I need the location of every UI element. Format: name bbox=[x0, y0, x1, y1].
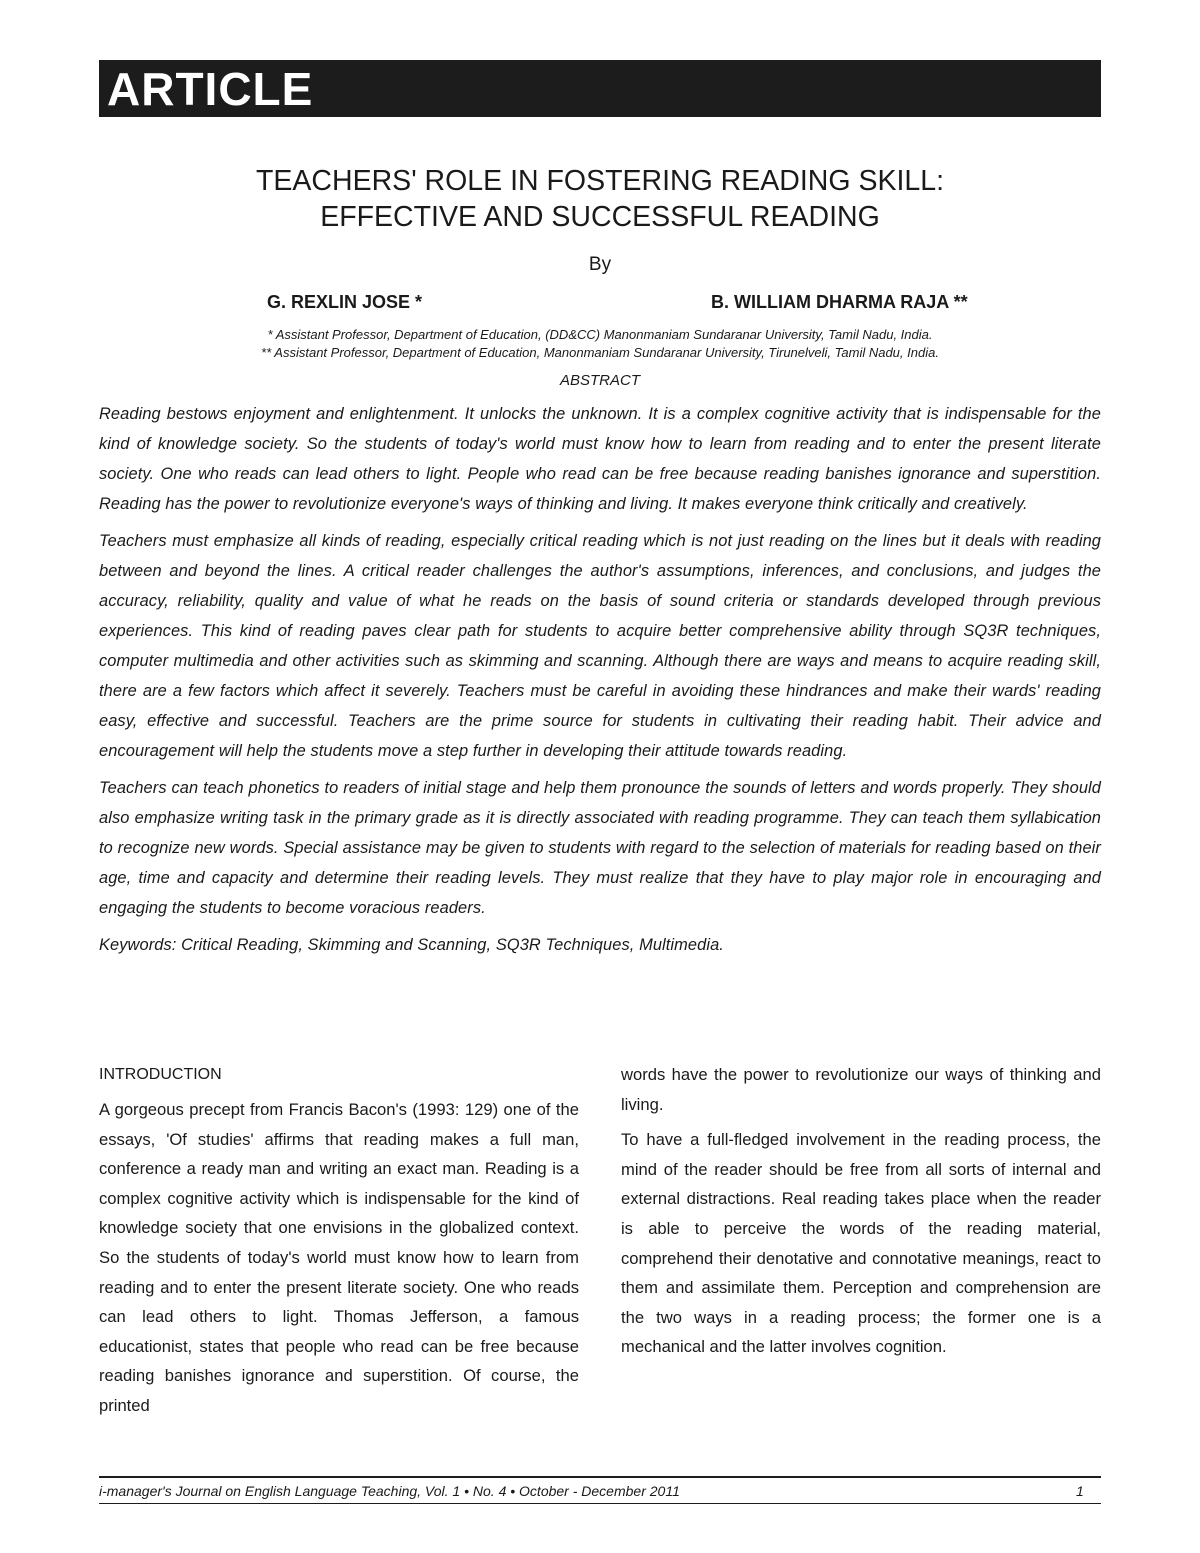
abstract-body bbox=[99, 399, 1101, 967]
title-line-1: TEACHERS' ROLE IN FOSTERING READING SKILL: bbox=[256, 165, 944, 197]
left-column bbox=[99, 1060, 579, 1427]
body-paragraph: words have the power to revolutionize our ways of thinking and living. bbox=[621, 1065, 1101, 1114]
body-paragraph: A gorgeous precept from Francis Bacon's (1993: 129) one of the essays, 'Of studies' affirms that reading makes a full man, conference a ready man and writing an exact man. Reading is a complex cognitive activity which is indispensable for the kind of knowledge society that one envisions in the globalized context. So the students of today's world must know how to learn from reading and to enter the present literate society. One who reads can lead others to light. Thomas Jefferson, a famous educationist, states that people who read can be free because reading banishes ignorance and superstition. Of course, the printed bbox=[99, 1100, 579, 1415]
right-column bbox=[621, 1060, 1101, 1368]
author-name-2: B. WILLIAM DHARMA RAJA ** bbox=[711, 292, 968, 312]
section-heading-introduction: INTRODUCTION bbox=[99, 1066, 222, 1083]
page-number: 1 bbox=[1076, 1483, 1084, 1499]
abstract-paragraph: Teachers must emphasize all kinds of reading, especially critical reading which is not just reading on the lines but it deals with reading between and beyond the lines. A critical reader challenges the author's assumptions, inferences, and conclusions, and judges the accuracy, reliability, quality and value of what he reads on the basis of sound criteria or standards developed through previous experiences. This kind of reading paves clear path for students to acquire better comprehensive ability through SQ3R techniques, computer multimedia and other activities such as skimming and scanning. Although there are ways and means to acquire reading skill, there are a few factors which affect it severely. Teachers must be careful in avoiding these hindrances and make their wards' reading easy, effective and successful. Teachers are the prime source for students in cultivating their reading habit. Their advice and encouragement will help the students move a step further in developing their attitude towards reading. bbox=[99, 532, 1101, 760]
author-name-1: G. REXLIN JOSE * bbox=[267, 292, 423, 312]
footer-divider bbox=[99, 1476, 1101, 1478]
affiliation-1: * Assistant Professor, Department of Education, (DD&CC) Manonmaniam Sundaranar University, Tamil Nadu, India. bbox=[267, 327, 933, 342]
byline: By bbox=[588, 254, 612, 275]
affiliation-2: ** Assistant Professor, Department of Education, Manonmaniam Sundaranar University, Tirunelveli, Tamil Nadu, India. bbox=[261, 345, 939, 360]
journal-citation: i-manager's Journal on English Language Teaching, Vol. 1 • No. 4 • October - December 2011 bbox=[99, 1483, 680, 1499]
footer-divider-bottom bbox=[99, 1503, 1101, 1504]
abstract-paragraph: Teachers can teach phonetics to readers of initial stage and help them pronounce the sounds of letters and words properly. They should also emphasize writing task in the primary grade as it is directly associated with reading programme. They can teach them syllabication to recognize new words. Special assistance may be given to students with regard to the selection of materials for reading based on their age, time and capacity and determine their reading levels. They must realize that they have to play major role in encouraging and engaging the students to become voracious readers. bbox=[99, 779, 1101, 917]
body-paragraph: To have a full-fledged involvement in the reading process, the mind of the reader should be free from all sorts of internal and external distractions. Real reading takes place when the reader is able to perceive the words of the reading material, comprehend their denotative and connotative meanings, react to them and assimilate them. Perception and comprehension are the two ways in a reading process; the former one is a mechanical and the latter involves cognition. bbox=[621, 1130, 1101, 1357]
article-label: ARTICLE bbox=[107, 63, 314, 115]
abstract-heading: ABSTRACT bbox=[559, 372, 640, 389]
keywords: Keywords: Critical Reading, Skimming and Scanning, SQ3R Techniques, Multimedia. bbox=[99, 936, 724, 954]
article-title bbox=[99, 163, 1101, 235]
article-banner bbox=[99, 60, 1101, 117]
abstract-paragraph: Reading bestows enjoyment and enlightenment. It unlocks the unknown. It is a complex cognitive activity that is indispensable for the kind of knowledge society. So the students of today's world must know how to learn from reading and to enter the present literate society. One who reads can lead others to light. People who read can be free because reading banishes ignorance and superstition. Reading has the power to revolutionize everyone's ways of thinking and living. It makes everyone think critically and creatively. bbox=[99, 405, 1101, 513]
title-line-2: EFFECTIVE AND SUCCESSFUL READING bbox=[320, 201, 880, 233]
